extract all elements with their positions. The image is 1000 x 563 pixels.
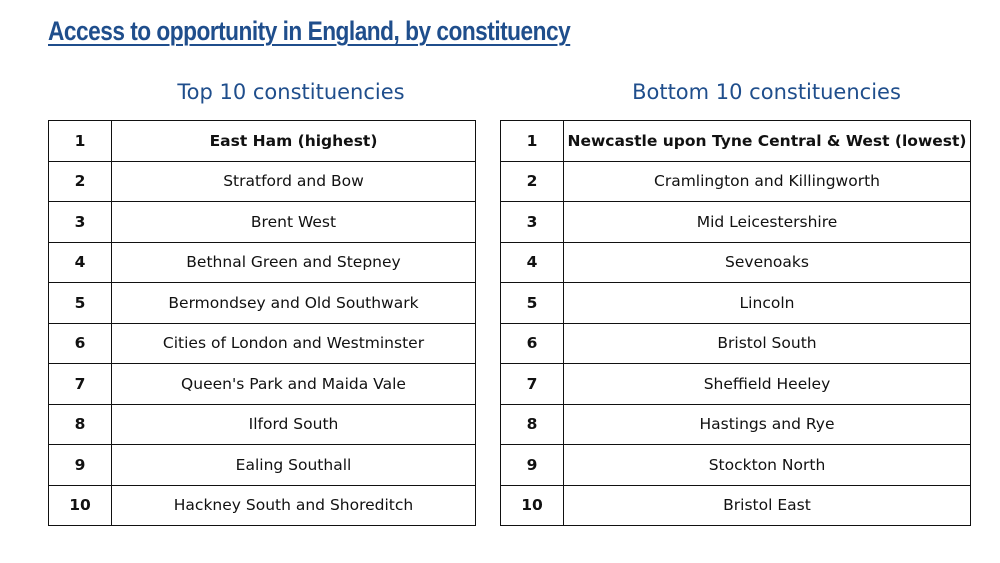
table-row (49, 485, 476, 526)
table-row (501, 323, 971, 364)
constituency-cell: Sevenoaks (564, 242, 971, 283)
top-heading: Top 10 constituencies (177, 80, 405, 104)
table-row (501, 121, 971, 162)
constituency-cell: Bristol East (564, 485, 971, 526)
bottom-panel (500, 72, 971, 526)
rank-cell: 1 (49, 121, 112, 162)
rank-cell: 1 (501, 121, 564, 162)
table-row (49, 283, 476, 324)
constituency-cell: Stockton North (564, 445, 971, 486)
constituency-cell: Mid Leicestershire (564, 202, 971, 243)
constituency-cell: Brent West (112, 202, 476, 243)
table-row (501, 485, 971, 526)
rank-cell: 2 (501, 161, 564, 202)
constituency-cell: East Ham (highest) (112, 121, 476, 162)
rank-cell: 8 (501, 404, 564, 445)
rank-cell: 5 (501, 283, 564, 324)
rank-cell: 3 (49, 202, 112, 243)
rank-cell: 9 (501, 445, 564, 486)
constituency-cell: Ealing Southall (112, 445, 476, 486)
rank-cell: 5 (49, 283, 112, 324)
top-panel (48, 72, 476, 526)
constituency-cell: Cramlington and Killingworth (564, 161, 971, 202)
table-row (49, 242, 476, 283)
table-row (501, 242, 971, 283)
table-row (49, 364, 476, 405)
rank-cell: 2 (49, 161, 112, 202)
bottom-heading: Bottom 10 constituencies (632, 80, 901, 104)
rank-cell: 4 (49, 242, 112, 283)
constituency-cell: Cities of London and Westminster (112, 323, 476, 364)
constituency-cell: Bethnal Green and Stepney (112, 242, 476, 283)
rank-cell: 3 (501, 202, 564, 243)
top-table (48, 120, 476, 526)
page-title: Access to opportunity in England, by constituency (48, 16, 571, 46)
rank-cell: 10 (501, 485, 564, 526)
constituency-cell: Hastings and Rye (564, 404, 971, 445)
constituency-cell: Queen's Park and Maida Vale (112, 364, 476, 405)
rank-cell: 8 (49, 404, 112, 445)
table-row (501, 161, 971, 202)
table-row (501, 445, 971, 486)
bottom-table (500, 120, 971, 526)
rank-cell: 7 (49, 364, 112, 405)
rank-cell: 4 (501, 242, 564, 283)
constituency-cell: Stratford and Bow (112, 161, 476, 202)
rank-cell: 6 (49, 323, 112, 364)
constituency-cell: Lincoln (564, 283, 971, 324)
table-row (49, 445, 476, 486)
constituency-cell: Bermondsey and Old Southwark (112, 283, 476, 324)
table-row (501, 202, 971, 243)
constituency-cell: Ilford South (112, 404, 476, 445)
constituency-cell: Newcastle upon Tyne Central & West (lowest) (564, 121, 971, 162)
rank-cell: 10 (49, 485, 112, 526)
rank-cell: 9 (49, 445, 112, 486)
constituency-cell: Bristol South (564, 323, 971, 364)
constituency-cell: Sheffield Heeley (564, 364, 971, 405)
table-row (49, 202, 476, 243)
table-row (49, 161, 476, 202)
table-row (501, 283, 971, 324)
table-row (49, 121, 476, 162)
table-row (49, 404, 476, 445)
rank-cell: 7 (501, 364, 564, 405)
table-row (501, 404, 971, 445)
table-row (501, 364, 971, 405)
constituency-cell: Hackney South and Shoreditch (112, 485, 476, 526)
rank-cell: 6 (501, 323, 564, 364)
table-row (49, 323, 476, 364)
